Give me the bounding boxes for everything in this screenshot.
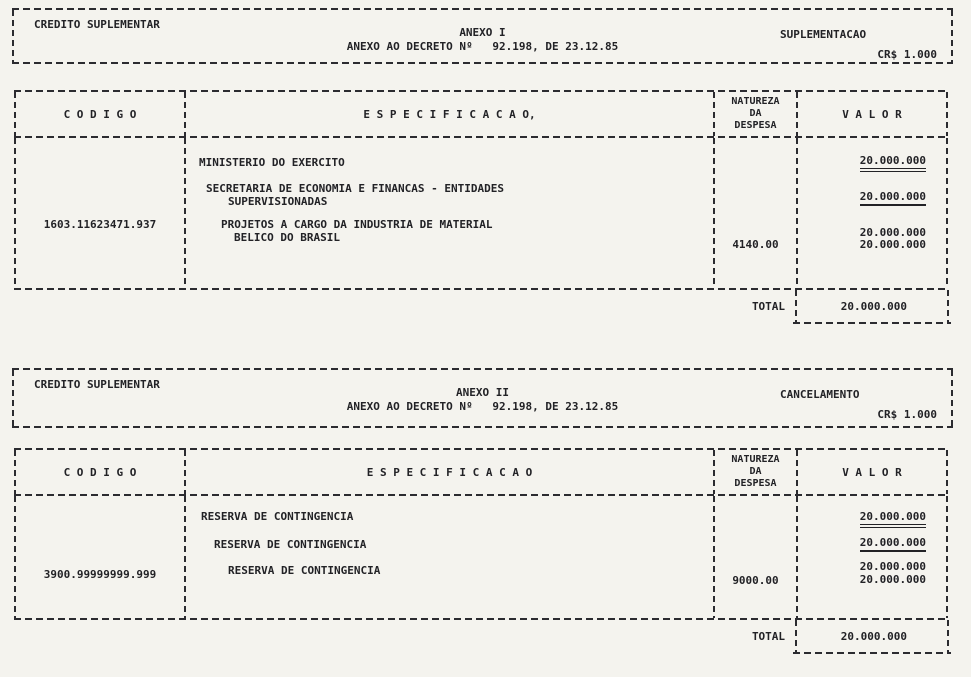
col-header-valor: V A L O R xyxy=(842,107,902,121)
codigo-cell xyxy=(16,138,184,288)
col-header-valor: V A L O R xyxy=(842,465,902,479)
table-body-row xyxy=(14,138,948,288)
natureza-value: 4140.00 xyxy=(732,238,779,251)
natureza-line-3: DESPESA xyxy=(734,478,777,489)
valor-amount: 20.000.000 xyxy=(860,510,926,528)
spec-line: RESERVA DE CONTINGENCIA xyxy=(214,538,367,551)
col-header-natureza xyxy=(715,450,796,494)
spec-line: PROJETOS A CARGO DA INDUSTRIA DE MATERIAL xyxy=(221,218,493,231)
section-title: CREDITO SUPLEMENTAR xyxy=(34,378,160,391)
natureza-line-1: NATUREZA xyxy=(731,454,780,465)
spec-line: RESERVA DE CONTINGENCIA xyxy=(201,510,354,523)
decree-line: ANEXO AO DECRETO Nº 92.198, DE 23.12.85 xyxy=(346,40,619,53)
operation-label: SUPLEMENTACAO xyxy=(780,28,867,41)
natureza-line-3: DESPESA xyxy=(734,120,777,131)
spec-line: SECRETARIA DE ECONOMIA E FINANCAS - ENTIDADES xyxy=(206,182,505,195)
horizontal-rule xyxy=(793,322,951,324)
annex-2-header-box xyxy=(12,368,953,428)
annex-2-section xyxy=(0,368,971,658)
total-row xyxy=(14,290,948,328)
col-header-codigo: C O D I G O xyxy=(63,465,137,479)
spec-line: RESERVA DE CONTINGENCIA xyxy=(228,564,381,577)
column-divider xyxy=(947,620,949,652)
col-header-especificacao: E S P E C I F I C A C A O xyxy=(366,465,533,479)
section-title: CREDITO SUPLEMENTAR xyxy=(34,18,160,31)
spec-line: MINISTERIO DO EXERCITO xyxy=(199,156,345,169)
valor-amount: 20.000.000 xyxy=(859,238,926,251)
column-divider xyxy=(946,138,948,288)
table-header-row xyxy=(14,92,948,136)
total-value: 20.000.000 xyxy=(840,630,907,643)
col-header-codigo: C O D I G O xyxy=(63,107,137,121)
total-value: 20.000.000 xyxy=(840,300,907,313)
annex-label: ANEXO II xyxy=(456,386,509,399)
annex-1-table xyxy=(14,90,948,328)
valor-amount: 20.000.000 xyxy=(859,226,926,239)
decree-line: ANEXO AO DECRETO Nº 92.198, DE 23.12.85 xyxy=(346,400,619,413)
valor-amount: 20.000.000 xyxy=(859,573,926,586)
valor-amount: 20.000.000 xyxy=(860,536,926,552)
natureza-cell xyxy=(715,496,796,618)
valor-amount: 20.000.000 xyxy=(859,560,926,573)
total-label: TOTAL xyxy=(751,300,786,313)
currency-note: CR$ 1.000 xyxy=(877,48,937,61)
total-label: TOTAL xyxy=(751,630,786,643)
annex-1-header-box xyxy=(12,8,953,64)
total-row xyxy=(14,620,948,658)
codigo-value: 1603.11623471.937 xyxy=(43,218,157,231)
annex-label: ANEXO I xyxy=(459,26,506,39)
natureza-cell xyxy=(715,138,796,288)
annex-2-table xyxy=(14,448,948,658)
codigo-cell xyxy=(16,496,184,618)
col-header-natureza xyxy=(715,92,796,136)
table-header-row xyxy=(14,450,948,494)
operation-label: CANCELAMENTO xyxy=(780,388,860,401)
especificacao-cell xyxy=(186,138,713,288)
column-divider xyxy=(947,290,949,322)
spec-line: BELICO DO BRASIL xyxy=(234,231,340,244)
column-divider xyxy=(946,450,948,494)
valor-amount: 20.000.000 xyxy=(860,190,926,206)
natureza-line-1: NATUREZA xyxy=(731,96,780,107)
spec-line: SUPERVISIONADAS xyxy=(228,195,328,208)
currency-note: CR$ 1.000 xyxy=(877,408,937,421)
natureza-line-2: DA xyxy=(749,466,762,477)
annex-1-section xyxy=(0,8,971,328)
column-divider xyxy=(946,92,948,136)
horizontal-rule xyxy=(793,652,951,654)
column-divider xyxy=(946,496,948,618)
codigo-value: 3900.99999999.999 xyxy=(43,568,157,581)
table-body-row xyxy=(14,496,948,618)
col-header-especificacao: E S P E C I F I C A C A O, xyxy=(363,107,536,121)
especificacao-cell xyxy=(186,496,713,618)
natureza-line-2: DA xyxy=(749,108,762,119)
valor-cell xyxy=(798,138,946,288)
natureza-value: 9000.00 xyxy=(732,574,779,587)
valor-cell xyxy=(798,496,946,618)
valor-amount: 20.000.000 xyxy=(860,154,926,172)
